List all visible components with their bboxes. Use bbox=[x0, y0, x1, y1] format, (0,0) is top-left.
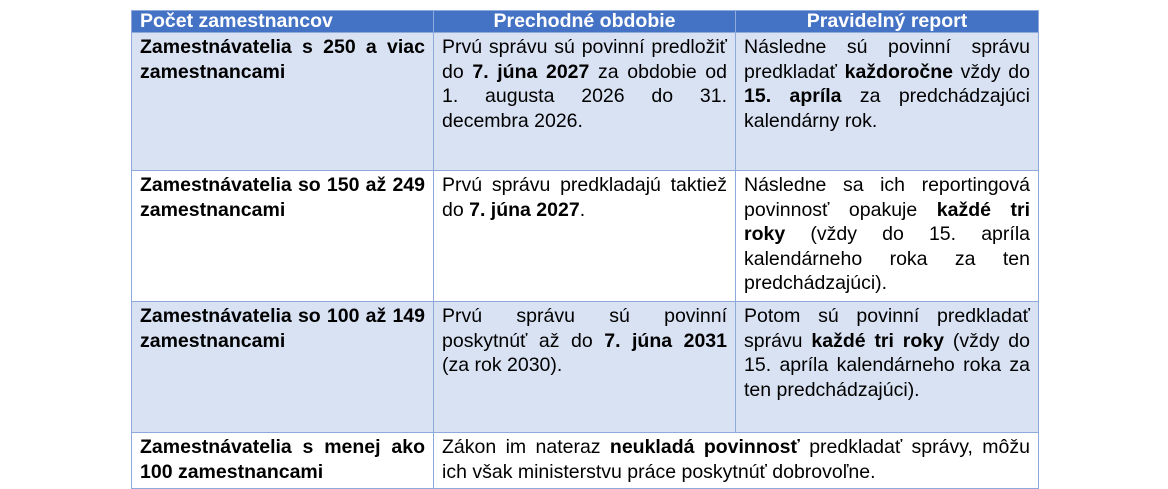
table-header-row bbox=[132, 11, 1039, 33]
transition-period-cell bbox=[434, 302, 736, 433]
regular-report-cell bbox=[736, 302, 1039, 433]
header-regular-report: Pravidelný report bbox=[736, 11, 1039, 33]
cell-text: za obdobie od 1. augusta 2026 do 31. decembra 2026. bbox=[442, 60, 727, 132]
reporting-obligations-table bbox=[131, 10, 1039, 489]
cell-emphasis: 7. júna 2027 bbox=[469, 198, 580, 221]
cell-text: predkladať správy, môžu ich však ministerstvu práce poskytnúť dobrovoľne. bbox=[442, 436, 1030, 483]
regular-report-cell bbox=[736, 33, 1039, 171]
header-transition-period: Prechodné obdobie bbox=[434, 11, 736, 33]
header-employee-count: Počet zamestnancov bbox=[132, 11, 434, 33]
cell-text: Potom sú povinní predkladať správu bbox=[744, 305, 1030, 352]
cell-emphasis: 7. júna 2027 bbox=[472, 60, 590, 83]
cell-text: (vždy do 15. apríla kalendárneho roka za ten predchádzajúci). bbox=[744, 329, 1030, 401]
employee-category-cell: Zamestnávatelia s 250 a viac zamestnancami bbox=[132, 33, 434, 171]
cell-text: Prvú správu sú povinní predložiť do bbox=[442, 36, 727, 83]
cell-text: . bbox=[579, 198, 586, 221]
cell-text: vždy do bbox=[952, 60, 1030, 83]
regular-report-cell bbox=[736, 171, 1039, 302]
cell-emphasis: 7. júna 2031 bbox=[604, 329, 727, 352]
cell-text: za predchádzajúci kalendárny rok. bbox=[744, 85, 1030, 132]
cell-text: Prvú správu sú povinní poskytnúť až do bbox=[442, 305, 727, 352]
cell-emphasis: každoročne bbox=[844, 60, 953, 83]
table-row bbox=[132, 171, 1039, 302]
cell-emphasis: neukladá povinnosť bbox=[609, 436, 800, 458]
cell-text: (za rok 2030). bbox=[442, 354, 563, 376]
table-row bbox=[132, 302, 1039, 433]
employee-category-cell: Zamestnávatelia so 150 až 249 zamestnancami bbox=[132, 171, 434, 302]
cell-text: (vždy do 15. apríla kalendárneho roka za ten predchádzajúci). bbox=[744, 223, 1030, 294]
cell-emphasis: každé tri roky bbox=[811, 329, 944, 352]
cell-emphasis: 15. apríla bbox=[744, 85, 842, 107]
merged-info-cell bbox=[434, 433, 1039, 489]
table-row bbox=[132, 33, 1039, 171]
cell-text: Následne sa ich reportingová povinnosť opakuje bbox=[744, 174, 1030, 221]
employee-category-cell: Zamestnávatelia s menej ako 100 zamestnancami bbox=[132, 433, 434, 489]
employee-category-cell: Zamestnávatelia so 100 až 149 zamestnancami bbox=[132, 302, 434, 433]
cell-emphasis: každé tri roky bbox=[744, 198, 1030, 245]
cell-text: Zákon im nateraz bbox=[442, 436, 610, 458]
cell-text: Následne sú povinní správu predkladať bbox=[744, 36, 1030, 83]
cell-text: Prvú správu predkladajú taktiež do bbox=[442, 174, 727, 221]
table-row bbox=[132, 433, 1039, 489]
transition-period-cell bbox=[434, 171, 736, 302]
transition-period-cell bbox=[434, 33, 736, 171]
